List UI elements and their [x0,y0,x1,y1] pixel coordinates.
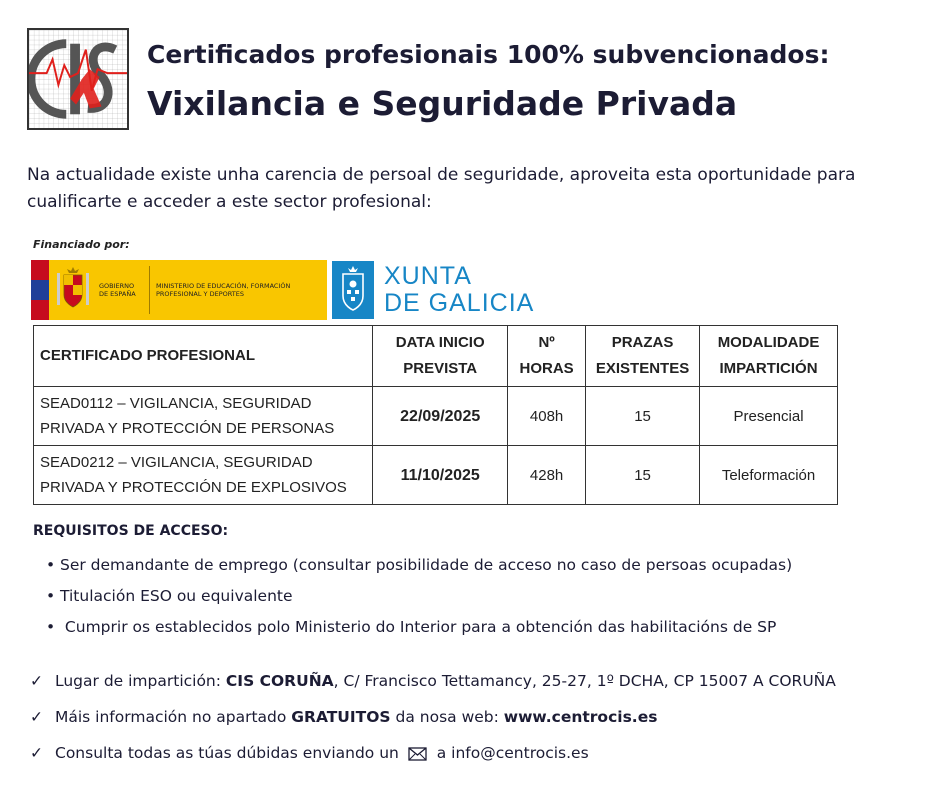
cell-cert: SEAD0212 – VIGILANCIA, SEGURIDAD PRIVADA Y PROTECCIÓN DE EXPLOSIVOS [34,446,373,505]
list-item [46,556,792,587]
table-header-row [34,326,838,387]
cell-date: 11/10/2025 [373,446,508,505]
bullet-icon: • [46,556,56,574]
requirement-text: Ser demandante de emprego (consultar posibilidade de acceso no caso de persoas ocupadas) [60,556,793,574]
gratuitos-label: GRATUITOS [291,708,391,726]
place-info [55,672,836,690]
coat-of-arms-icon [55,267,91,313]
bullet-icon: • [46,587,56,605]
cell-places: 15 [586,446,700,505]
more-info [55,708,657,726]
place-name: CIS CORUÑA [225,672,334,690]
more-mid: da nosa web: [390,708,504,726]
table-row [34,446,838,505]
contact-email[interactable]: a info@centrocis.es [436,744,589,762]
funding-label: Financiado por: [33,238,130,251]
logo-divider [149,266,150,314]
header-hours: Nº HORAS [508,326,586,387]
header-date: DATA INICIO PREVISTA [373,326,508,387]
requirements-list [46,556,792,649]
list-item [30,744,836,780]
place-prefix: Lugar de impartición: [55,672,226,690]
gobierno-text: GOBIERNO DE ESPAÑA [99,282,136,298]
bullet-icon: • [46,618,56,636]
requirement-text: Cumprir os establecidos polo Ministerio do Interior para a obtención das habilitacións de SP [60,618,777,636]
cell-mode: Teleformación [700,446,838,505]
table-row [34,387,838,446]
cell-hours: 408h [508,387,586,446]
website-link[interactable]: www.centrocis.es [503,708,658,726]
intro-paragraph: Na actualidade existe unha carencia de persoal de seguridade, aproveita esta oportunidade para cualificarte e acceder a este sector profesional: [27,165,856,212]
header-mode: MODALIDADE IMPARTICIÓN [700,326,838,387]
header-places: PRAZAS EXISTENTES [586,326,700,387]
cell-hours: 428h [508,446,586,505]
cell-date: 22/09/2025 [373,387,508,446]
cell-cert: SEAD0112 – VIGILANCIA, SEGURIDAD PRIVADA Y PROTECCIÓN DE PERSONAS [34,387,373,446]
page-subtitle: Certificados profesionais 100% subvencionados: [147,40,830,69]
contact-info [55,744,589,762]
cell-places: 15 [586,387,700,446]
check-icon: ✓ [30,744,43,762]
header-cert: CERTIFICADO PROFESIONAL [34,326,373,387]
xunta-line1: XUNTA [384,262,472,290]
list-item [30,672,836,708]
requirement-text: Titulación ESO ou equivalente [60,587,293,605]
spain-flag-icon [31,260,49,320]
place-address: , C/ Francisco Tettamancy, 25-27, 1º DCHA, CP 15007 A CORUÑA [333,672,836,690]
doubts-prefix: Consulta todas as túas dúbidas enviando un [55,744,399,762]
courses-table [33,325,838,505]
page-title: Vixilancia e Seguridade Privada [147,84,738,123]
check-icon: ✓ [30,708,43,726]
cis-logo [27,28,129,130]
ministerio-text: MINISTERIO DE EDUCACIÓN, FORMACIÓN PROFESIONAL Y DEPORTES [156,282,291,298]
cell-mode: Presencial [700,387,838,446]
list-item [46,587,792,618]
xunta-line2: DE GALICIA [384,289,535,317]
info-list [30,672,836,780]
gobierno-espana-logo [31,260,327,320]
more-prefix: Máis información no apartado [55,708,292,726]
cis-logo-graphic [29,30,127,128]
xunta-galicia-logo [332,260,542,320]
list-item [30,708,836,744]
xunta-text [384,263,534,317]
list-item [46,618,792,649]
check-icon: ✓ [30,672,43,690]
envelope-icon [408,747,428,761]
requirements-title: REQUISITOS DE ACCESO: [33,523,229,539]
xunta-emblem-icon [332,261,374,319]
